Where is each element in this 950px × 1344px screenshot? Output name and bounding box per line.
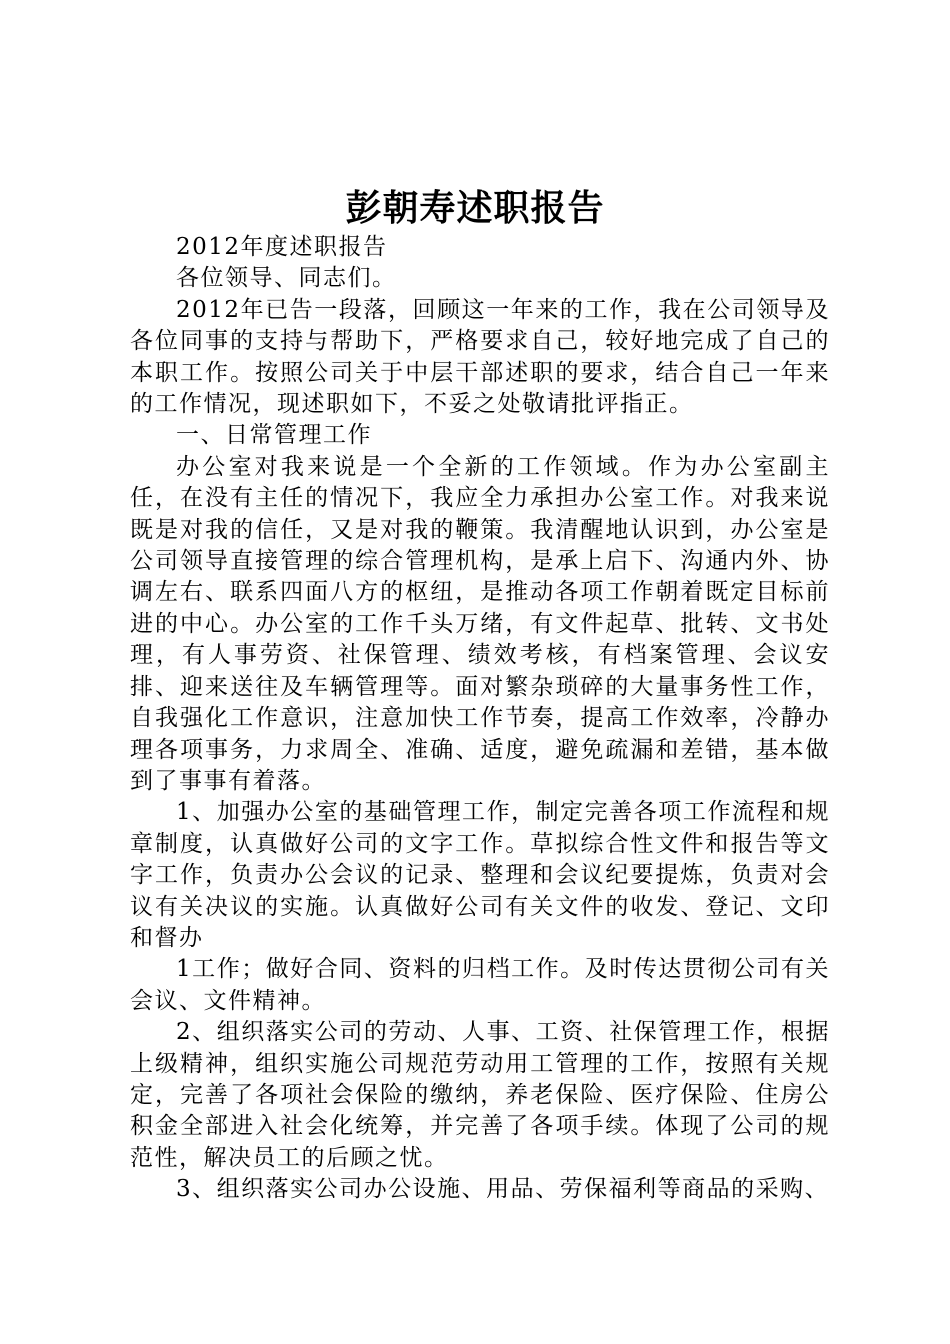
list-item-2: 2、组织落实公司的劳动、人事、工资、社保管理工作，根据上级精神，组织实施公司规范劳动用工管理的工作，按照有关规定，完善了各项社会保险的缴纳，养老保险、医疗保险、住房公积金全部进入社会化统筹，并完善了各项手续。体现了公司的规范性，解决员工的后顾之忧。 [130,1019,830,1171]
section-heading: 一、日常管理工作 [176,422,372,449]
salutation: 各位领导、同志们。 [176,265,397,292]
body-paragraph: 办公室对我来说是一个全新的工作领域。作为办公室副主任，在没有主任的情况下，我应全力承担办公室工作。对我来说既是对我的信任，又是对我的鞭策。我清醒地认识到，办公室是公司领导直接管理的综合管理机构，是承上启下、沟通内外、协调左右、联系四面八方的枢纽，是推动各项工作朝着既定目标前进的中心。办公室的工作千头万绪，有文件起草、批转、文书处理，有人事劳资、社保管理、绩效考核，有档案管理、会议安排、迎来送往及车辆管理等。面对繁杂琐碎的大量事务性工作，自我强化工作意识，注意加快工作节奏，提高工作效率，冷静办理各项事务，力求周全、准确、适度，避免疏漏和差错，基本做到了事事有着落。 [130,453,830,794]
list-item-1: 1、加强办公室的基础管理工作，制定完善各项工作流程和规章制度，认真做好公司的文字工作。草拟综合性文件和报告等文字工作，负责办公会议的记录、整理和会议纪要提炼，负责对会议有关决议的实施。认真做好公司有关文件的收发、登记、文印和督办 [130,799,830,951]
document-title: 彭朝寿述职报告 [345,187,605,229]
list-item-1-continued: 1工作；做好合同、资料的归档工作。及时传达贯彻公司有关会议、文件精神。 [130,956,830,1014]
list-item-3: 3、组织落实公司办公设施、用品、劳保福利等商品的采购、 [176,1176,830,1203]
document-body [130,232,830,1206]
report-subtitle: 2012年度述职报告 [176,234,388,260]
intro-paragraph: 2012年已告一段落，回顾这一年来的工作，我在公司领导及各位同事的支持与帮助下，严格要求自己，较好地完成了自己的本职工作。按照公司关于中层干部述职的要求，结合自己一年来的工作情况，现述职如下，不妥之处敬请批评指正。 [130,296,830,418]
